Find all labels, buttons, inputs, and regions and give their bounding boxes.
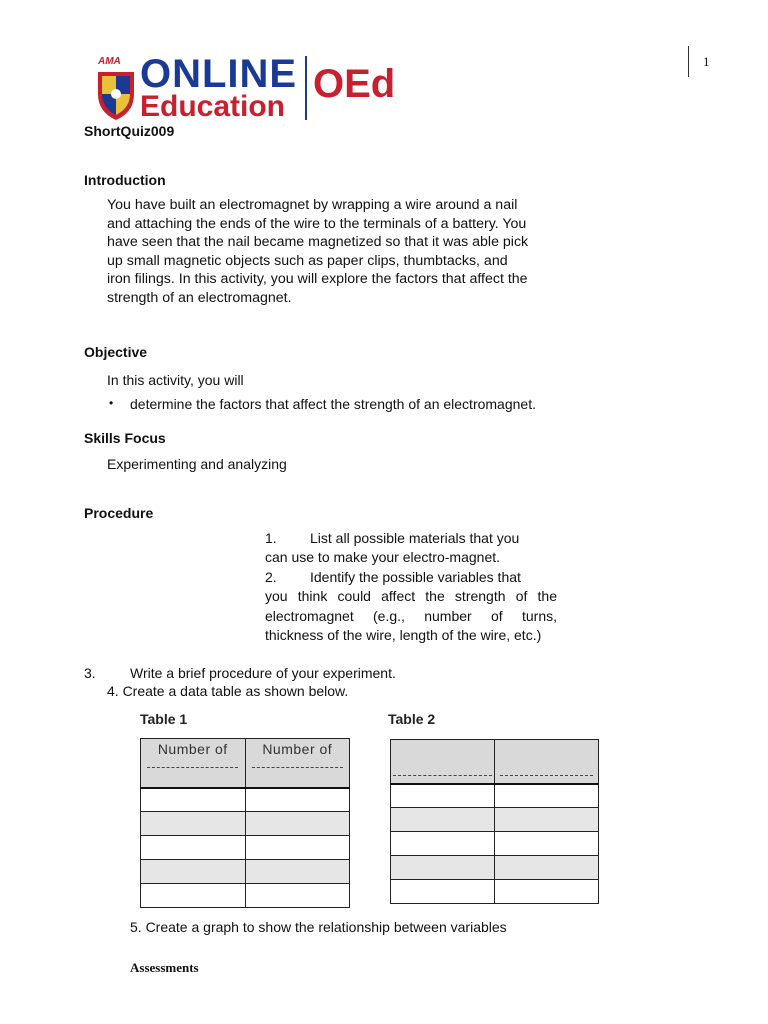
logo-separator: [305, 56, 307, 120]
table-cell[interactable]: [391, 832, 495, 856]
table-cell[interactable]: [141, 884, 246, 908]
step-text: Identify the possible variables that: [310, 569, 521, 585]
step-number: 3.: [84, 665, 96, 681]
procedure-heading: Procedure: [84, 505, 154, 521]
table-2-header-cell: [391, 740, 495, 784]
page-number: 1: [703, 54, 710, 69]
table-cell[interactable]: [245, 812, 350, 836]
table-cell[interactable]: [495, 880, 599, 904]
table-row: [391, 808, 599, 832]
procedure-step-1: [265, 529, 557, 568]
table-row: [391, 784, 599, 808]
procedure-step-3: Write a brief procedure of your experiment.: [130, 665, 396, 681]
table-cell[interactable]: [141, 812, 246, 836]
logo-online-text: ONLINE: [140, 52, 298, 96]
table-cell[interactable]: [245, 860, 350, 884]
step-text: can use to make your electro-magnet.: [265, 549, 501, 566]
table-cell[interactable]: [391, 856, 495, 880]
table-row: [141, 860, 350, 884]
header-label: Number of: [262, 741, 333, 757]
table-row: [141, 884, 350, 908]
table-cell[interactable]: [391, 880, 495, 904]
blank-line: [252, 767, 343, 768]
table-cell[interactable]: [141, 836, 246, 860]
table-cell[interactable]: [245, 788, 350, 812]
intro-line: iron filings. In this activity, you will explore the factors that affect the: [107, 271, 528, 288]
skills-text: Experimenting and analyzing: [107, 456, 287, 472]
table-row: [391, 856, 599, 880]
intro-line: You have built an electromagnet by wrapping a wire around a nail: [107, 197, 518, 213]
step-number: 2.: [265, 569, 277, 585]
procedure-step-4: 4. Create a data table as shown below.: [107, 683, 349, 699]
table-1-title: Table 1: [140, 711, 188, 727]
introduction-heading: Introduction: [84, 172, 166, 188]
table-cell[interactable]: [141, 860, 246, 884]
ama-wordmark: AMA: [98, 56, 121, 67]
intro-line: up small magnetic objects such as paper clips, thumbtacks, and: [107, 252, 508, 269]
table-row: [141, 836, 350, 860]
table-cell[interactable]: [245, 836, 350, 860]
intro-line: strength of an electromagnet.: [107, 289, 292, 306]
procedure-step-5: 5. Create a graph to show the relationship between variables: [130, 919, 507, 935]
step-text: you think could affect the strength of the electromagnet (e.g., number of turns, thickness of the wire, length of the wire, etc.): [265, 588, 557, 644]
table-1-header-cell: [141, 739, 246, 788]
assessments-heading: Assessments: [130, 960, 199, 975]
logo-education-text: Education: [140, 90, 286, 123]
table-2-title: Table 2: [388, 711, 436, 727]
table-cell[interactable]: [495, 856, 599, 880]
table-1-header-cell: [245, 739, 350, 788]
table-cell[interactable]: [495, 832, 599, 856]
table-cell[interactable]: [141, 788, 246, 812]
step-text: List all possible materials that you: [310, 530, 520, 546]
blank-line: [147, 767, 238, 768]
header-label: Number of: [157, 741, 228, 757]
objective-bullet: determine the factors that affect the strength of an electromagnet.: [130, 396, 536, 412]
step-number: 1.: [265, 530, 277, 546]
quiz-id: ShortQuiz009: [84, 123, 175, 139]
table-cell[interactable]: [391, 808, 495, 832]
table-cell[interactable]: [495, 808, 599, 832]
table-cell[interactable]: [245, 884, 350, 908]
table-row: [391, 880, 599, 904]
online-education-logo: [94, 54, 404, 124]
table-1: [140, 738, 350, 908]
blank-line: [393, 775, 492, 776]
blank-line: [500, 775, 593, 776]
procedure-step-2: [265, 568, 557, 646]
bullet-icon: •: [109, 396, 114, 410]
table-cell[interactable]: [495, 784, 599, 808]
page-divider: [688, 46, 689, 77]
objective-lead: In this activity, you will: [107, 372, 244, 388]
objective-heading: Objective: [84, 344, 148, 360]
table-row: [391, 832, 599, 856]
skills-heading: Skills Focus: [84, 430, 166, 446]
introduction-paragraph: [107, 196, 559, 308]
intro-line: have seen that the nail became magnetized so that it was able pick: [107, 234, 529, 251]
table-cell[interactable]: [391, 784, 495, 808]
table-row: [141, 812, 350, 836]
ama-shield-icon: [94, 64, 138, 122]
intro-line: and attaching the ends of the wire to the terminals of a battery. You: [107, 215, 527, 232]
table-2: [390, 739, 599, 904]
table-row: [141, 788, 350, 812]
table-2-header-cell: [495, 740, 599, 784]
logo-oed-mark: OEd: [313, 62, 396, 106]
